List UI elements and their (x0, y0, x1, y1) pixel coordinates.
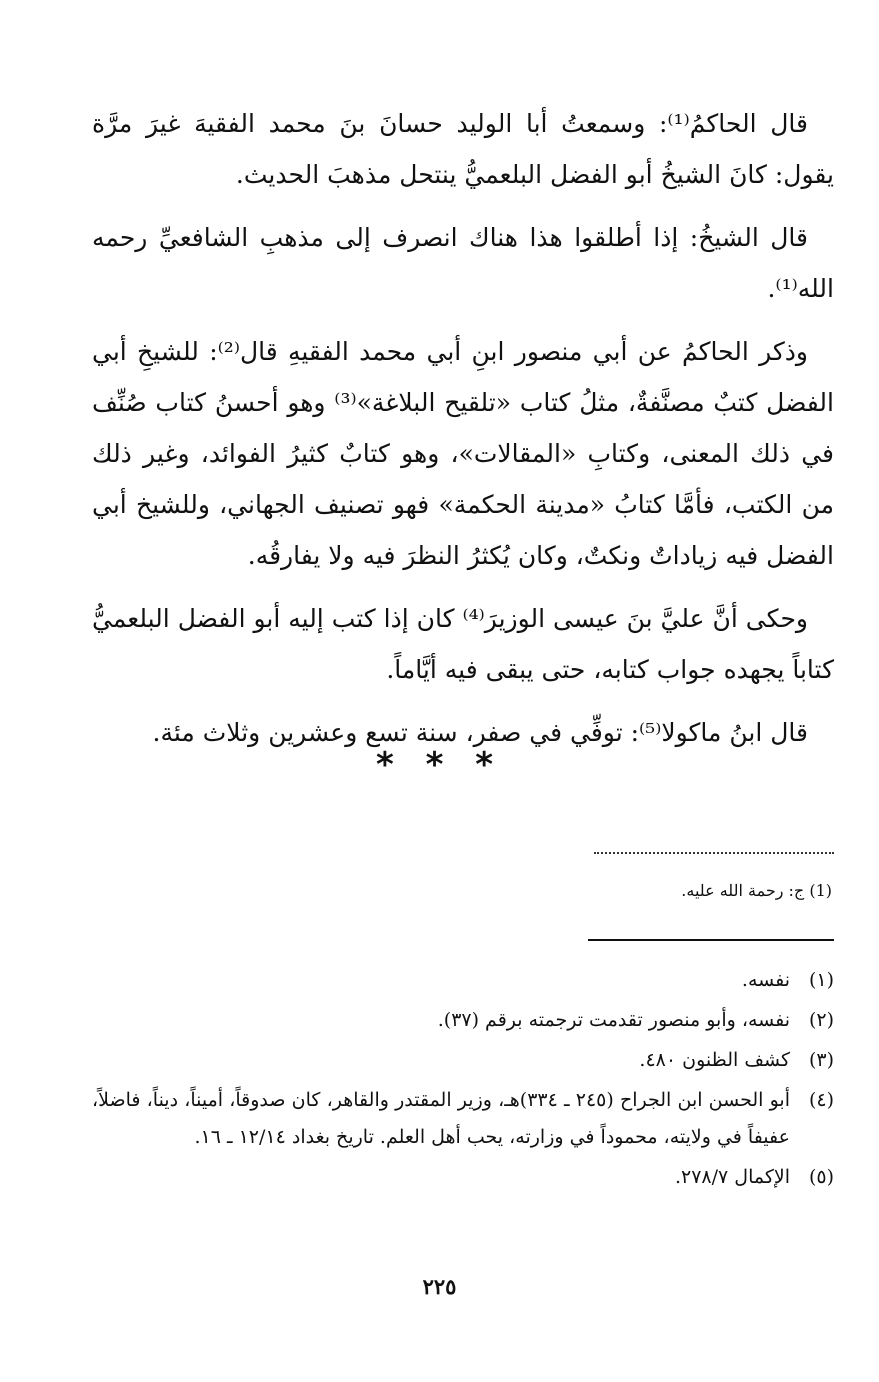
paragraph-death: قال ابنُ ماكولا⁽⁵⁾: توفِّي في صفر، سنة تسع وعشرين وثلاث مئة. (152, 718, 808, 747)
section-separator: * * * (375, 745, 503, 785)
footnote-text: أبو الحسن ابن الجراح (٢٤٥ ـ ٣٣٤)هـ، وزير المقتدر والقاهر، كان صدوقاً، أميناً، ديناً، فاضلاً، عفيفاً في ولايته، محموداً في وزارته، يحب أهل العلم. تاريخ بغداد ١٢/١٤ ـ ١٦. (92, 1089, 790, 1148)
footnotes (92, 962, 834, 1199)
footnote-text: نفسه، وأبو منصور تقدمت ترجمته برقم (٣٧). (437, 1009, 790, 1031)
dotted-divider (594, 852, 834, 854)
footnote-number: (٣) (808, 1049, 834, 1071)
main-text-block (92, 98, 834, 770)
footnote-item (92, 962, 834, 999)
variant-note: (1) ج: رحمة الله عليه. (681, 881, 832, 900)
footnote-item (92, 1042, 834, 1079)
footnote-text: نفسه. (741, 969, 790, 991)
footnote-item (92, 1082, 834, 1156)
paragraph-vizier: وحكى أنَّ عليَّ بنَ عيسى الوزيرَ⁽⁴⁾ كان إذا كتب إليه أبو الفضل البلعميُّ كتاباً يجهده جواب كتابه، حتى يبقى فيه أيَّاماً. (92, 604, 834, 684)
footnote-item (92, 1002, 834, 1039)
paragraph-shaykh-remark: قال الشيخُ: إذا أطلقوا هذا هناك انصرف إلى مذهبِ الشافعيِّ رحمه الله⁽¹⁾. (92, 223, 834, 303)
footnote-number: (٢) (808, 1009, 834, 1031)
page-number: ٢٢٥ (422, 1274, 457, 1299)
footnote-number: (٤) (808, 1089, 834, 1111)
footnote-number: (٥) (808, 1166, 834, 1188)
paragraph-hakim-hassan: قال الحاكمُ⁽¹⁾: وسمعتُ أبا الوليد حسانَ بنَ محمد الفقيهَ غيرَ مرَّة يقول: كانَ الشيخُ أبو الفضل البلعميُّ ينتحل مذهبَ الحديث. (92, 109, 834, 189)
footnote-text: كشف الظنون ٤٨٠. (639, 1049, 790, 1071)
footnote-divider (588, 939, 834, 941)
footnote-text: الإكمال ٢٧٨/٧. (674, 1166, 790, 1188)
footnote-number: (١) (808, 969, 834, 991)
paragraph-books: وذكر الحاكمُ عن أبي منصور ابنِ أبي محمد الفقيهِ قال⁽²⁾: للشيخِ أبي الفضل كتبٌ مصنَّفةٌ، مثلُ كتاب «تلقيح البلاغة»⁽³⁾ وهو أحسنُ كتاب صُنِّف في ذلك المعنى، وكتابِ «المقالات»، وهو كتابٌ كثيرُ الفوائد، وغير ذلك من الكتب، فأمَّا كتابُ «مدينة الحكمة» فهو تصنيف الجهاني، وللشيخ أبي الفضل فيه زياداتٌ ونكتٌ، وكان يُكثرُ النظرَ فيه ولا يفارقُه. (92, 337, 834, 570)
footnote-item (92, 1159, 834, 1196)
